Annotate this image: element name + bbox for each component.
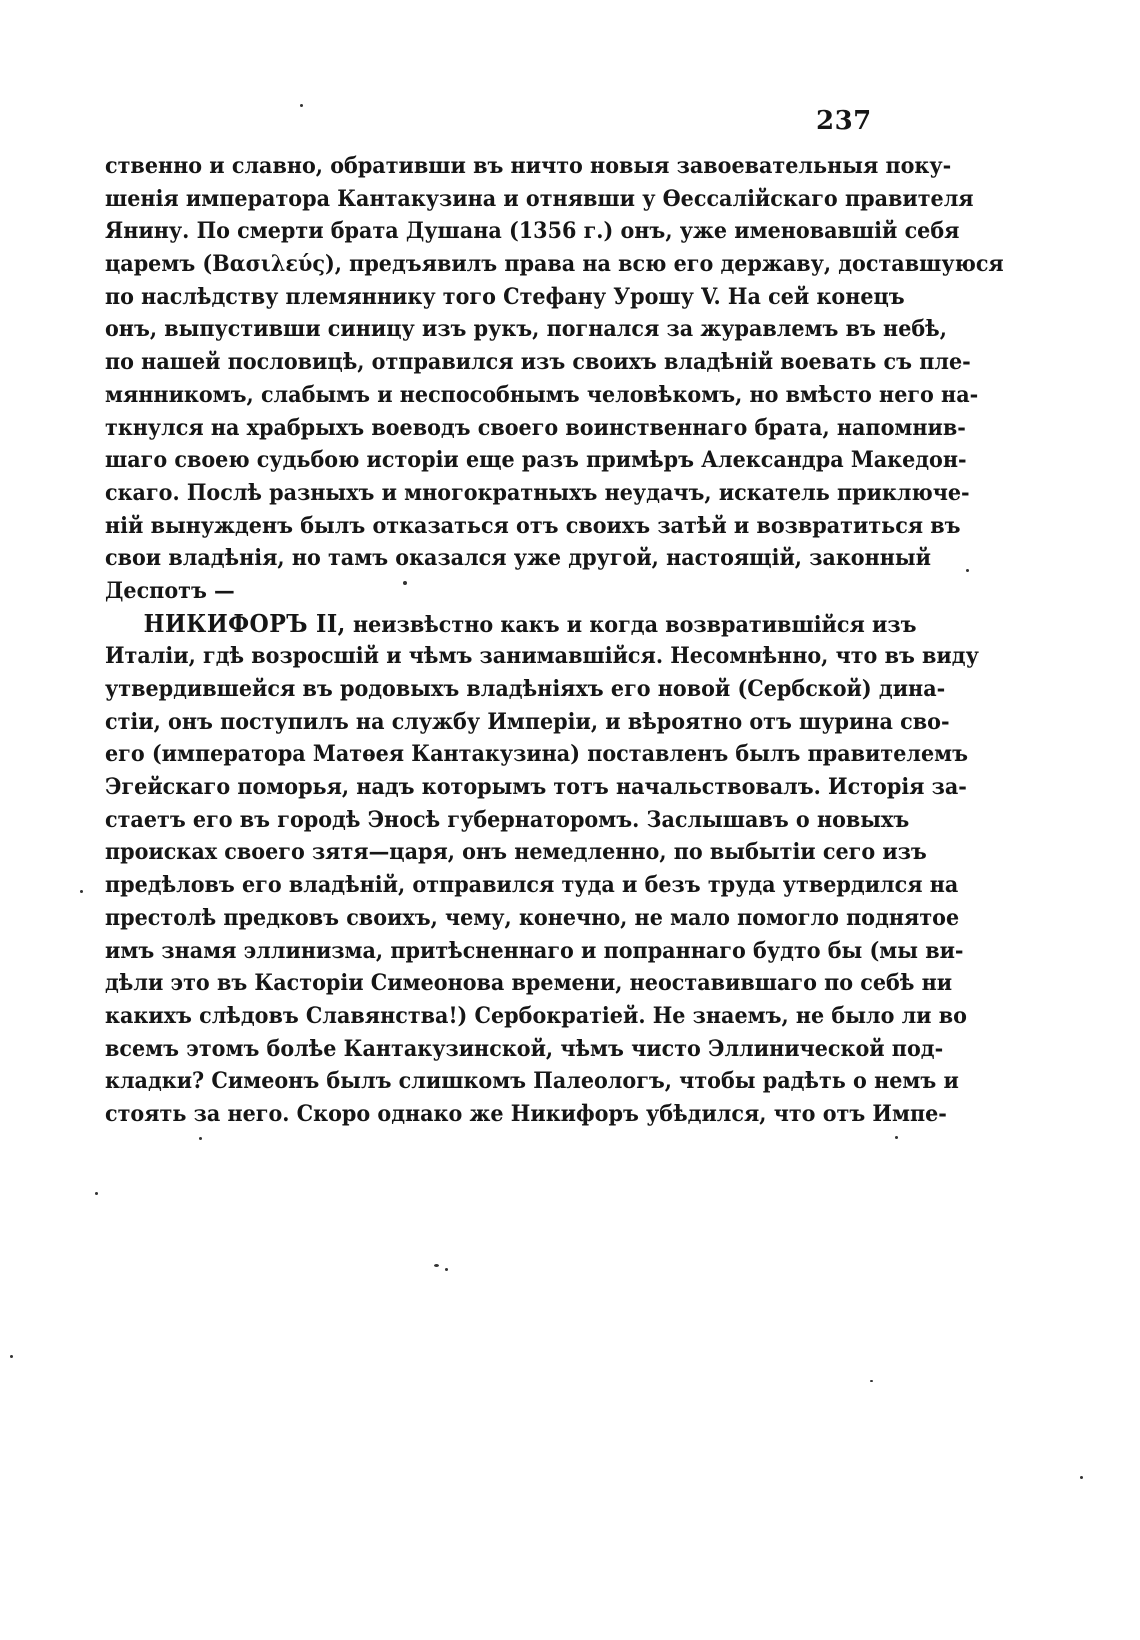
text-line: шаго своею судьбою исторіи еще разъ примѣръ Александра Македон- bbox=[105, 447, 967, 474]
scan-speck bbox=[445, 1268, 448, 1271]
scan-speck bbox=[199, 1137, 202, 1140]
text-line: стіи, онъ поступилъ на службу Имперіи, и вѣроятно отъ шурина сво- bbox=[105, 708, 950, 735]
scan-speck bbox=[966, 569, 969, 572]
text-line: престолѣ предковъ своихъ, чему, конечно, не мало помогло поднятое bbox=[105, 904, 960, 931]
text-line: по наслѣдству племяннику того Стефану Урошу V. На сей конецъ bbox=[105, 283, 905, 310]
section-heading-name: НИКИФОРЪ II, bbox=[143, 608, 346, 638]
text-line: по нашей пословицѣ, отправился изъ своихъ владѣній воевать съ пле- bbox=[105, 349, 971, 376]
text-line: имъ знамя эллинизма, притѣсненнаго и попраннаго будто бы (мы ви- bbox=[105, 937, 964, 964]
text-line: всемъ этомъ болѣе Кантакузинской, чѣмъ чисто Эллинической под- bbox=[105, 1035, 944, 1062]
text-line: скаго. Послѣ разныхъ и многократныхъ неудачъ, искатель приключе- bbox=[105, 479, 970, 506]
text-line: предѣловъ его владѣній, отправился туда и безъ труда утвердился на bbox=[105, 872, 959, 899]
text-line: происках своего зятя—царя, онъ немедленно, по выбытіи сего изъ bbox=[105, 839, 927, 866]
page-number: 237 bbox=[816, 106, 872, 136]
text-line: онъ, выпустивши синицу изъ рукъ, погнался за журавлемъ въ небѣ, bbox=[105, 316, 947, 343]
text-line: Италіи, гдѣ возросшій и чѣмъ занимавшійся. Несомнѣнно, что въ виду bbox=[105, 643, 979, 670]
text-line: какихъ слѣдовъ Славянства!) Сербократіей. Не знаемъ, не было ли во bbox=[105, 1002, 967, 1029]
text-line: дѣли это въ Касторіи Симеонова времени, неоставившаго по себѣ ни bbox=[105, 970, 953, 997]
scan-speck bbox=[403, 581, 407, 585]
text-line: Деспотъ — bbox=[105, 577, 235, 604]
text-line: стаетъ его въ городѣ Эносѣ губернаторомъ. Заслышавъ о новыхъ bbox=[105, 806, 910, 833]
text-line: Янину. По смерти брата Душана (1356 г.) онъ, уже именовавшій себя bbox=[105, 218, 960, 245]
text-fragment: неизвѣстно какъ и когда возвратившійся изъ bbox=[352, 611, 917, 638]
text-line: шенія императора Кантакузина и отнявши у Ѳессалійскаго правителя bbox=[105, 185, 974, 212]
text-line: мянникомъ, слабымъ и неспособнымъ человѣкомъ, но вмѣсто него на- bbox=[105, 381, 979, 408]
scan-speck bbox=[434, 1264, 439, 1267]
scan-speck bbox=[1080, 1476, 1083, 1479]
text-line: кладки? Симеонъ былъ слишкомъ Палеологъ, чтобы радѣть о немъ и bbox=[105, 1068, 959, 1095]
text-line: Эгейскаго поморья, надъ которымъ тотъ начальствовалъ. Исторія за- bbox=[105, 774, 967, 801]
scan-speck bbox=[870, 1380, 873, 1382]
text-line: ній вынужденъ былъ отказаться отъ своихъ затѣй и возвратиться въ bbox=[105, 512, 961, 539]
scan-speck bbox=[10, 1355, 13, 1358]
paragraph-first-line bbox=[105, 608, 917, 641]
text-line: его (императора Матѳея Кантакузина) поставленъ былъ правителемъ bbox=[105, 741, 969, 768]
text-line: ственно и славно, обративши въ ничто новыя завоевательныя поку- bbox=[105, 153, 952, 179]
text-line: стоять за него. Скоро однако же Никифоръ убѣдился, что отъ Импе- bbox=[105, 1100, 947, 1127]
scan-speck bbox=[895, 1136, 898, 1139]
scan-speck bbox=[95, 1192, 98, 1195]
text-line: утвердившейся въ родовыхъ владѣніяхъ его новой (Сербской) дина- bbox=[105, 676, 946, 702]
scan-speck bbox=[300, 104, 303, 107]
scan-speck bbox=[80, 890, 83, 893]
text-line: ткнулся на храбрыхъ воеводъ своего воинственнаго брата, напомнив- bbox=[105, 414, 966, 441]
text-line: свои владѣнія, но тамъ оказался уже другой, настоящій, законный bbox=[105, 545, 932, 572]
body-text bbox=[105, 150, 1004, 1131]
text-line: царемъ (Βασιλεύς), предъявилъ права на всю его державу, доставшуюся bbox=[105, 251, 1004, 278]
